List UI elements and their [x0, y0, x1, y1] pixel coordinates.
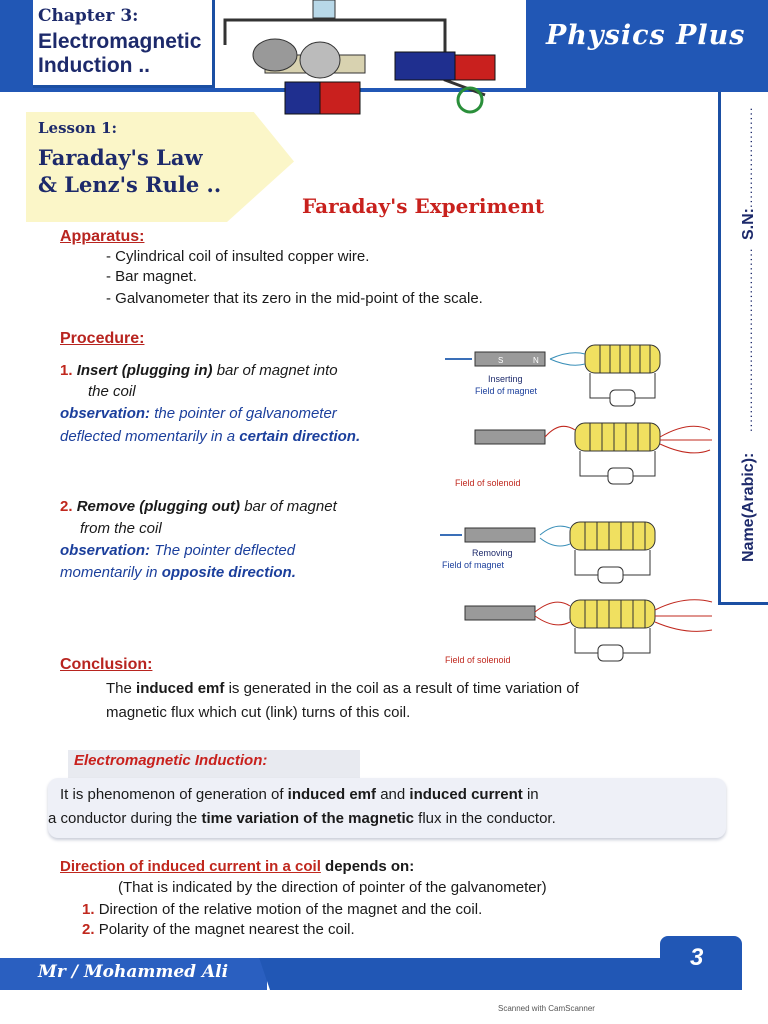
apparatus-item: - Cylindrical coil of insulted copper wire. — [106, 248, 370, 265]
illustration-magnet-blue — [395, 52, 455, 80]
brand-name: Physics Plus — [546, 20, 746, 51]
scanner-watermark: Scanned with CamScanner — [498, 1004, 595, 1013]
chapter-title-line1: Electromagnetic — [38, 30, 202, 53]
name-field: ........................................ — [740, 247, 755, 432]
definition-text: and — [380, 786, 406, 803]
illustration-crank — [458, 88, 482, 112]
em-induction-title: Electromagnetic Induction: — [74, 752, 268, 769]
definition-emphasis: induced current — [409, 786, 523, 803]
procedure-heading: Procedure: — [60, 330, 145, 347]
circuit-wire — [623, 550, 650, 575]
observation-text: deflected momentarily in a — [60, 428, 236, 445]
item-text: Direction of the relative motion of the magnet and the coil. — [98, 901, 483, 918]
label-field-magnet: Field of magnet — [475, 386, 538, 396]
conclusion-emphasis: induced emf — [136, 680, 225, 697]
direction-note: (That is indicated by the direction of pointer of the galvanometer) — [118, 879, 547, 896]
definition-text: It is phenomenon of generation of — [60, 786, 284, 803]
illustration-magnet-blue-end — [285, 82, 320, 114]
step-1-observation — [60, 405, 337, 422]
apparatus-heading: Apparatus: — [60, 228, 145, 245]
apparatus-item: - Bar magnet. — [106, 268, 197, 285]
step-text: bar of magnet — [244, 498, 337, 515]
illustration-coil — [300, 42, 340, 78]
direction-heading: Direction of induced current in a coil — [60, 858, 321, 875]
serial-number-label: S.N: — [740, 208, 757, 240]
observation-text: The pointer deflected — [154, 542, 296, 559]
solenoid-coil — [570, 522, 655, 550]
galvanometer-icon — [598, 645, 623, 661]
diagram-field-solenoid-1 — [455, 423, 712, 488]
illustration-magnet-red-end — [455, 55, 495, 80]
circuit-wire — [635, 373, 655, 398]
solenoid-coil — [570, 600, 655, 628]
illustration-bulb — [313, 0, 335, 18]
solenoid-coil — [575, 423, 660, 451]
bar-magnet — [465, 606, 535, 620]
serial-number-field: ...................... — [740, 106, 755, 208]
step-action: Insert (plugging in) — [76, 362, 213, 379]
magnet-pole-n: N — [533, 356, 539, 365]
chapter-label: Chapter 3: — [38, 6, 139, 26]
label-field-solenoid: Field of solenoid — [455, 478, 521, 488]
step-text: bar of magnet into — [216, 362, 338, 379]
definition-line1 — [60, 786, 539, 803]
bar-magnet — [475, 430, 545, 444]
lesson-title-line1: Faraday's Law — [38, 145, 203, 170]
definition-emphasis: induced emf — [287, 786, 377, 803]
circuit-wire — [590, 373, 610, 398]
chapter-title — [38, 30, 213, 78]
circuit-wire — [575, 628, 598, 653]
circuit-wire — [575, 550, 598, 575]
step-2-observation-line2 — [60, 564, 296, 581]
lesson-title-line2: & Lenz's Rule .. — [38, 172, 222, 197]
name-label: Name(Arabic): — [740, 452, 757, 562]
step-action: Remove (plugging out) — [76, 498, 241, 515]
conclusion-text: is generated in the coil as a result of time variation of — [228, 680, 579, 697]
label-removing: Removing — [472, 548, 513, 558]
step-2-observation — [60, 542, 295, 559]
definition-text: flux in the conductor. — [418, 810, 556, 827]
step-text-line2: from the coil — [80, 520, 162, 537]
observation-text: momentarily in — [60, 564, 158, 581]
observation-text: the pointer of galvanometer — [154, 405, 337, 422]
generator-illustration — [215, 0, 520, 125]
direction-heading-suffix: depends on: — [325, 858, 415, 875]
circuit-wire — [623, 628, 650, 653]
chapter-title-line2: Induction .. — [38, 54, 150, 77]
observation-label: observation: — [60, 542, 151, 559]
page-number: 3 — [690, 944, 704, 971]
definition-text: a conductor during the — [48, 810, 198, 827]
lesson-number: Lesson 1: — [38, 119, 118, 137]
field-lines — [540, 526, 570, 546]
definition-text: in — [526, 786, 539, 803]
definition-emphasis: time variation of the magnetic — [201, 810, 414, 827]
step-number: 2. — [60, 498, 73, 515]
conclusion-heading: Conclusion: — [60, 656, 153, 673]
label-inserting: Inserting — [488, 374, 523, 384]
field-lines — [550, 353, 585, 365]
step-1-observation-line2 — [60, 428, 360, 445]
direction-heading-row — [60, 858, 414, 875]
diagram-inserting — [445, 345, 660, 406]
apparatus-item: - Galvanometer that its zero in the mid-point of the scale. — [106, 290, 483, 307]
solenoid-coil — [585, 345, 660, 373]
header-accent-band — [0, 0, 33, 88]
diagram-removing — [440, 522, 655, 583]
illustration-magnet-pole-left — [253, 39, 297, 71]
procedure-step-2 — [60, 498, 337, 515]
item-number: 2. — [82, 921, 95, 938]
direction-item — [82, 901, 482, 918]
magnet-pole-s: S — [498, 356, 504, 365]
bar-magnet — [465, 528, 535, 542]
galvanometer-icon — [598, 567, 623, 583]
observation-label: observation: — [60, 405, 151, 422]
item-number: 1. — [82, 901, 95, 918]
observation-emphasis: certain direction. — [239, 428, 361, 445]
observation-emphasis: opposite direction. — [161, 564, 296, 581]
label-field-solenoid: Field of solenoid — [445, 655, 511, 665]
step-text-line2: the coil — [88, 383, 136, 400]
direction-item — [82, 921, 355, 938]
lesson-title — [38, 144, 221, 198]
circuit-wire — [633, 451, 655, 476]
item-text: Polarity of the magnet nearest the coil. — [98, 921, 355, 938]
faraday-experiment-diagrams — [440, 340, 720, 670]
conclusion-line1 — [106, 680, 579, 697]
step-number: 1. — [60, 362, 73, 379]
brand-panel — [522, 0, 768, 88]
circuit-wire — [580, 451, 608, 476]
conclusion-line2: magnetic flux which cut (link) turns of this coil. — [106, 704, 411, 721]
label-field-magnet: Field of magnet — [442, 560, 505, 570]
experiment-title: Faraday's Experiment — [302, 194, 545, 218]
galvanometer-icon — [608, 468, 633, 484]
definition-line2 — [48, 810, 556, 827]
galvanometer-icon — [610, 390, 635, 406]
procedure-step-1 — [60, 362, 338, 379]
author-name: Mr / Mohammed Ali — [38, 962, 229, 982]
diagram-field-solenoid-2 — [445, 600, 712, 665]
conclusion-text: The — [106, 680, 132, 697]
